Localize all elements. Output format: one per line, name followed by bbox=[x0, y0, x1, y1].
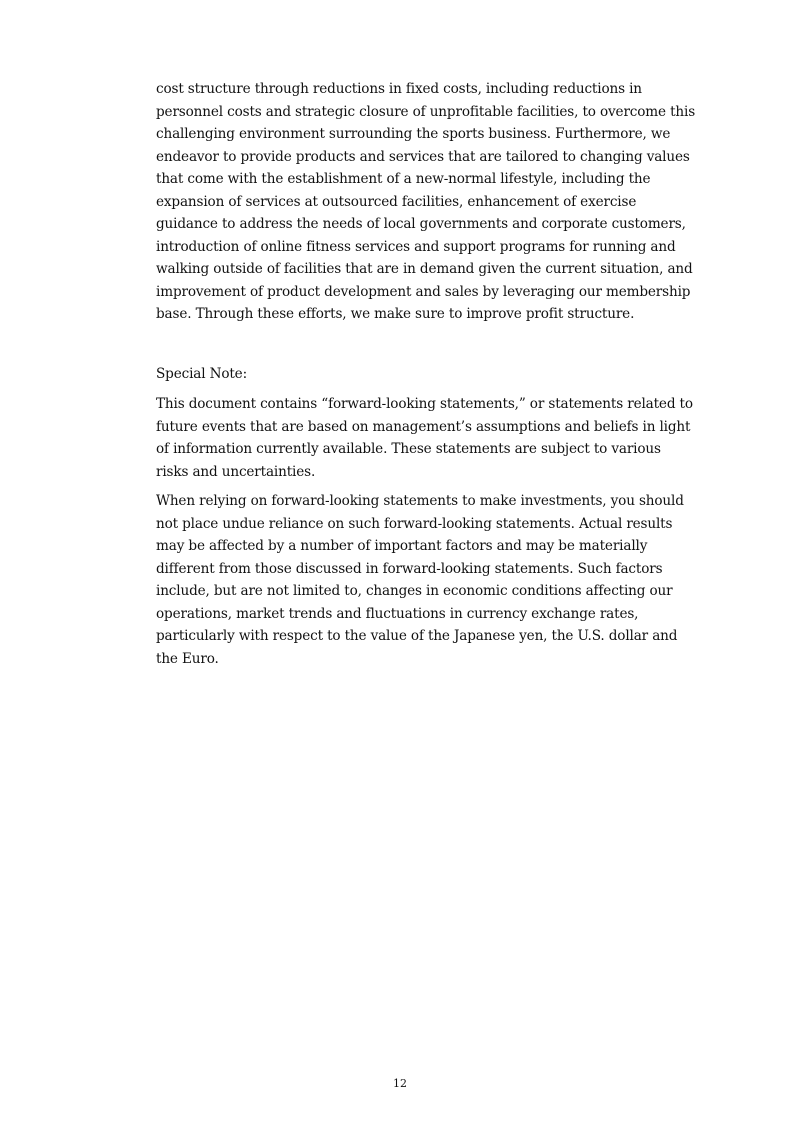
body-paragraph: cost structure through reductions in fixed costs, including reductions in personnel costs and strategic closure of unprofitable facilities, to overcome this challenging environment surrounding the sports business. Furthermore, we endeavor to provide products and services that are tailored to changing values that come with the establishment of a new-normal lifestyle, including the expansion of services at outsourced facilities, enhancement of exercise guidance to address the needs of local governments and corporate customers, introduction of online fitness services and support programs for running and walking outside of facilities that are in demand given the current situation, and improvement of product development and sales by leveraging our membership base. Through these efforts, we make sure to improve profit structure. bbox=[156, 81, 696, 322]
page-number: 12 bbox=[393, 1077, 407, 1090]
special-note-paragraph-1: This document contains “forward-looking statements,” or statements related to future events that are based on management’s assumptions and beliefs in light of information currently available. These statements are subject to various risks and uncertainties. bbox=[156, 396, 693, 480]
special-note-paragraph-2: When relying on forward-looking statements to make investments, you should not place undue reliance on such forward-looking statements. Actual results may be affected by a number of important factors and may be materially different from those discussed in forward-looking statements. Such factors include, but are not limited to, changes in economic conditions affecting our operations, market trends and fluctuations in currency exchange rates, particularly with respect to the value of the Japanese yen, the U.S. dollar and the Euro. bbox=[156, 493, 684, 667]
special-note-label: Special Note: bbox=[156, 366, 248, 382]
